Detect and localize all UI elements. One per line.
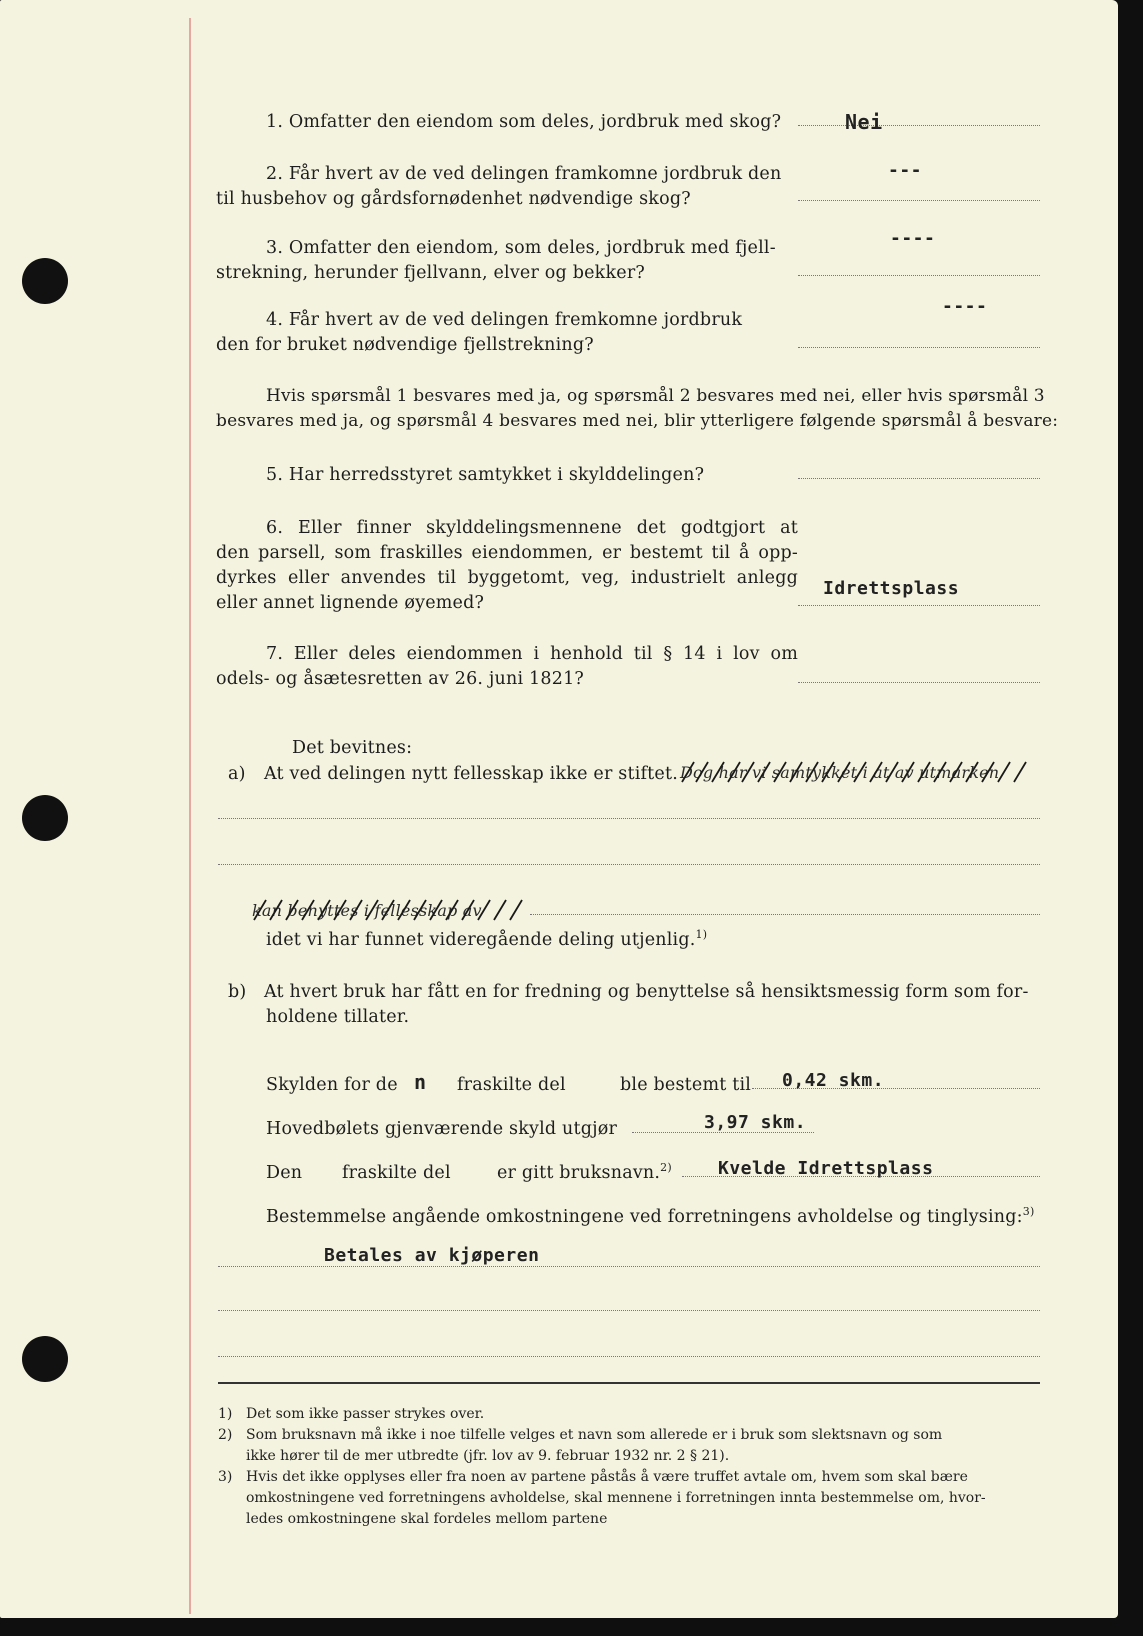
footnote-1-line-1: Det som ikke passer strykes over. — [246, 1406, 485, 1422]
struck-text: Dog har vi samtykket i at av utmarken — [680, 763, 1000, 782]
punch-hole — [22, 258, 68, 304]
bruksnavn-value: Kvelde Idrettsplass — [718, 1158, 934, 1179]
attest-line-3 — [530, 914, 1040, 915]
skyld-label-a: Skylden for de — [266, 1075, 398, 1095]
footnote-mark-2: 2) — [218, 1427, 233, 1443]
punch-hole — [22, 1336, 68, 1382]
footnote-2-line-2: ikke hører til de mer utbredte (jfr. lov av 9. februar 1932 nr. 2 § 21). — [246, 1448, 730, 1464]
skyld-label-2: Hovedbølets gjenværende skyld utgjør — [266, 1119, 618, 1139]
answer-line-3 — [798, 275, 1040, 276]
footnote-3-line-1: Hvis det ikke opplyses eller fra noen av partene påstås å være truffet avtale om, hvem som skal bære — [246, 1469, 968, 1485]
omkostning-label-text: Bestemmelse angående omkostningene ved forretningens avholdelse og tinglysing: — [266, 1207, 1023, 1227]
skyld-value-2: 3,97 skm. — [704, 1112, 807, 1133]
strike-marks — [680, 760, 1040, 786]
answer-2: --- — [888, 160, 923, 181]
margin-line — [189, 18, 191, 1614]
answer-3: ---- — [890, 228, 936, 249]
footnote-2-line-1: Som bruksnavn må ikke i noe tilfelle velges et navn som allerede er i bruk som slektsnavn og som — [246, 1427, 943, 1443]
question-4-line-2: den for bruket nødvendige fjellstrekning? — [216, 335, 594, 355]
question-5: 5. Har herredsstyret samtykket i skylddelingen? — [266, 465, 705, 485]
answer-1: Nei — [845, 110, 883, 134]
question-2-line-2: til husbehov og gårdsfornødenhet nødvendige skog? — [216, 189, 691, 209]
struck-text-2: kan benyttes i fellesskap av — [252, 901, 482, 920]
omkostning-label — [266, 1205, 1034, 1230]
footnote-ref-1: 1) — [695, 928, 708, 942]
bruksnavn-label-a: Den — [266, 1163, 303, 1183]
attest-a-cont-text: idet vi har funnet videregående deling utjenlig. — [266, 930, 696, 950]
skyld-label-c: ble bestemt til — [620, 1075, 752, 1095]
question-1: 1. Omfatter den eiendom som deles, jordbruk med skog? — [266, 112, 782, 132]
condition-line-1: Hvis spørsmål 1 besvares med ja, og spørsmål 2 besvares med nei, eller hvis spørsmål 3 — [266, 386, 1045, 406]
question-4-line-1: 4. Får hvert av de ved delingen fremkomne jordbruk — [266, 310, 743, 330]
question-6-line-4: eller annet lignende øyemed? — [216, 593, 485, 613]
attest-line-1 — [218, 818, 1040, 819]
question-6-line-2: den parsell, som fraskilles eiendommen, er bestemt til å opp- — [216, 543, 798, 563]
attest-b-line-1: At hvert bruk har fått en for fredning og benyttelse så hensiktsmessig form som for- — [264, 982, 1029, 1002]
condition-line-2: besvares med ja, og spørsmål 4 besvares med nei, blir ytterligere følgende spørsmål å besvare: — [216, 411, 1059, 431]
footnote-mark-1: 1) — [218, 1406, 233, 1422]
answer-line-2 — [798, 200, 1040, 201]
question-2-line-1: 2. Får hvert av de ved delingen framkomne jordbruk den — [266, 164, 782, 184]
answer-line-7 — [798, 682, 1040, 683]
attest-a-label: a) — [228, 764, 246, 784]
answer-4: ---- — [942, 296, 988, 317]
attest-b-line-2: holdene tillater. — [266, 1007, 410, 1027]
footnote-3-line-3: ledes omkostningene skal fordeles mellom partene — [246, 1511, 608, 1527]
skyld-value-1: 0,42 skm. — [782, 1070, 885, 1091]
footnote-rule — [218, 1382, 1040, 1384]
attest-a-cont — [266, 928, 707, 953]
question-3-line-1: 3. Omfatter den eiendom, som deles, jordbruk med fjell- — [266, 238, 776, 258]
attest-heading: Det bevitnes: — [292, 738, 413, 758]
bruksnavn-label-c-text: er gitt bruksnavn. — [497, 1163, 661, 1183]
attest-a-text: At ved delingen nytt fellesskap ikke er stiftet. — [264, 764, 678, 784]
bruksnavn-label-b: fraskilte del — [342, 1163, 451, 1183]
attest-line-2 — [218, 864, 1040, 865]
skyld-n: n — [414, 1070, 427, 1094]
question-7-line-1: 7. Eller deles eiendommen i henhold til § 14 i lov om — [266, 644, 798, 664]
footnote-ref-2: 2) — [660, 1161, 672, 1175]
question-6-line-1: 6. Eller finner skylddelingsmennene det godtgjort at — [266, 518, 798, 538]
footnote-3-line-2: omkostningene ved forretningens avholdelse, skal mennene i forretningen innta bestemmelse om, hvor- — [246, 1490, 986, 1506]
attest-b-label: b) — [228, 982, 247, 1002]
answer-6: Idrettsplass — [823, 578, 960, 599]
attest-a-struck-2 — [252, 898, 482, 923]
bruksnavn-label-c — [497, 1161, 672, 1186]
skyld-label-b: fraskilte del — [457, 1075, 566, 1095]
answer-line-4 — [798, 347, 1040, 348]
answer-line-1 — [798, 125, 1040, 126]
strike-marks-2 — [252, 898, 532, 924]
punch-hole — [22, 795, 68, 841]
answer-line-5 — [798, 478, 1040, 479]
attest-a-struck — [680, 760, 999, 785]
question-6-line-3: dyrkes eller anvendes til byggetomt, veg, industrielt anlegg — [216, 568, 798, 588]
omkostning-line-2 — [218, 1310, 1040, 1311]
footnote-ref-3: 3) — [1022, 1205, 1035, 1219]
omkostning-line-3 — [218, 1356, 1040, 1357]
footnote-mark-3: 3) — [218, 1469, 233, 1485]
question-3-line-2: strekning, herunder fjellvann, elver og bekker? — [216, 263, 645, 283]
omkostning-line-1 — [218, 1266, 1040, 1267]
answer-line-6 — [798, 605, 1040, 606]
question-7-line-2: odels- og åsætesretten av 26. juni 1821? — [216, 669, 584, 689]
omkostning-value: Betales av kjøperen — [324, 1245, 540, 1266]
